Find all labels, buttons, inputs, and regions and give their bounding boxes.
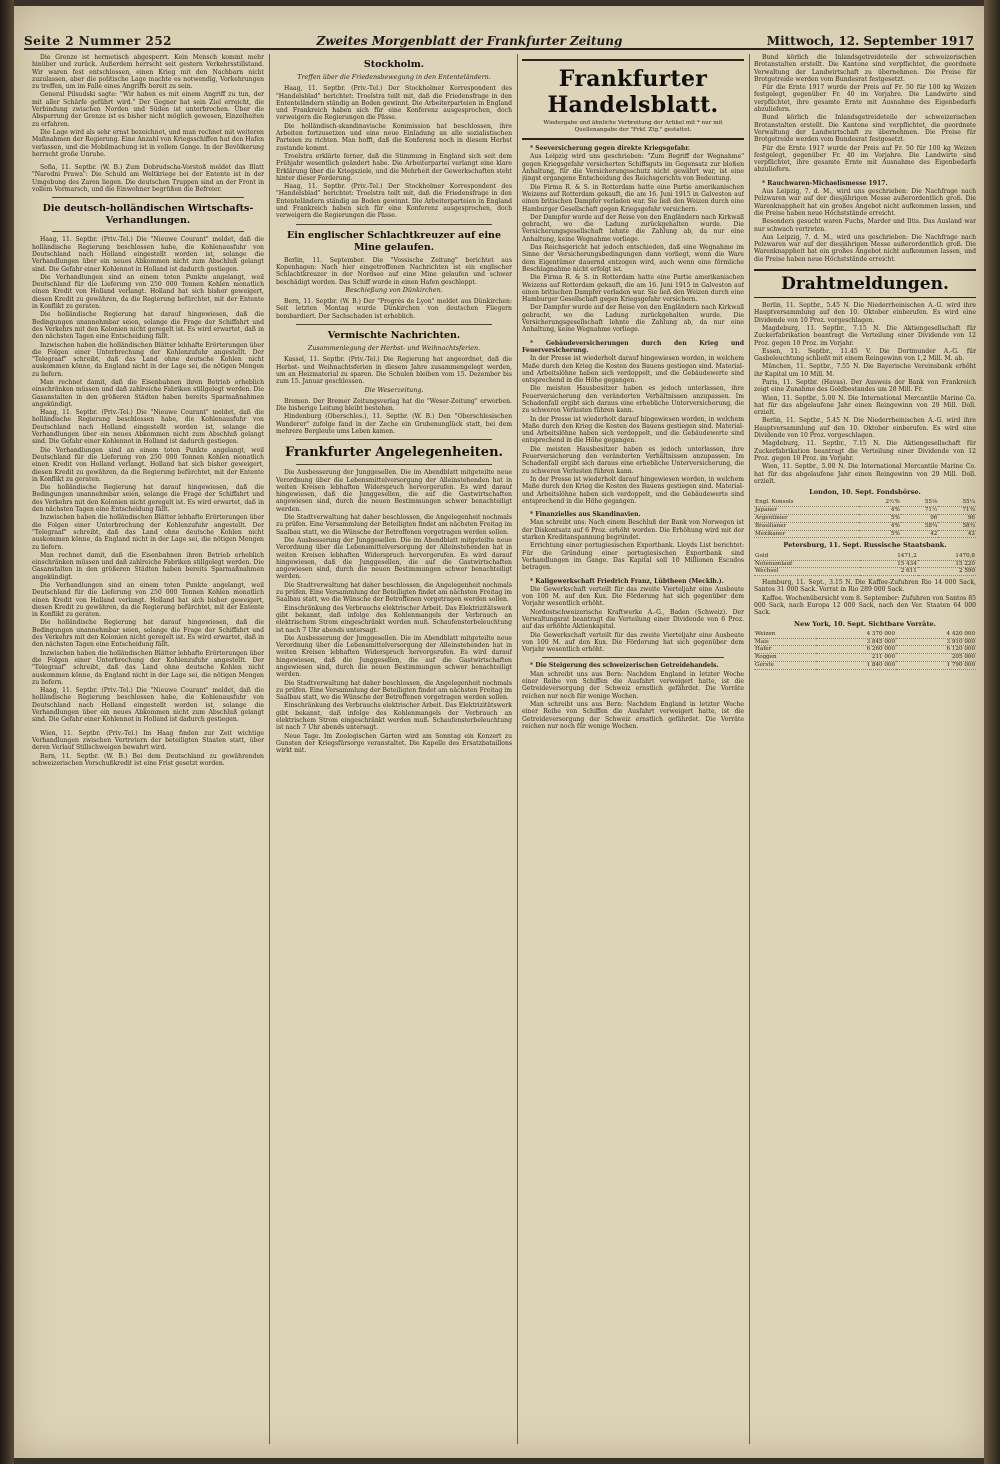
table-value-cell: 4% [859, 522, 901, 530]
table-value-cell: 5% [859, 530, 901, 538]
article-paragraph: Die Firma R. & S. in Rotterdam hatte eine Partie amerikanischen Weizens auf Rotterdam gekauft, die am 16. Juni 1915 in Galveston auf einen britischen Dampfer verladen war. Sie ließ den Weizen durch eine Hamburger Gesellschaft gegen Kriegsgefahr versichern. [522, 183, 744, 213]
column-4 [754, 54, 976, 1444]
article-paragraph: Für die Ernte 1917 wurde der Preis auf Fr. 50 für 100 kg Weizen festgelegt, gegenüber Fr. 40 im Vorjahre. Die Landwirte sind verpflichtet, ihre gesamte Ernte mit Ausnahme des Eigenbedarfs abzuliefern. [754, 144, 976, 174]
article-paragraph: Essen, 11. Septbr., 11.45 V. Die Dortmunder A.-G. für Gasbeleuchtung schließt mit einem Reingewinn von 1,2 Mill. M. ab. [754, 347, 976, 363]
article-paragraph: Haag, 11. Septbr. (Priv.-Tel.) Der Stockholmer Korrespondent des "Handelsblad" berichtet: Troelstra teilt mit, daß die Friedensfrage in den Ententeländern ständig an Boden gewinnt. Die Arbeiterparteien in England und Frankreich haben sich für eine Konferenz ausgesprochen, doch verweigern die Regierungen die Pässe. [276, 183, 512, 220]
article-paragraph: Das Reichsgericht hat jedoch entschieden, daß eine Wegnahme im Sinne der Versicherungsbedingungen dann vorliegt, wenn die Ware dem Eigentümer dauernd entzogen wird, auch wenn eine förmliche Beschlagnahme nicht erfolgt ist. [522, 244, 744, 273]
section-title: Drahtmeldungen. [754, 269, 976, 298]
table-value-cell: 3 845 000 [816, 638, 896, 646]
article-paragraph: Haag, 11. Septbr. (Priv.-Tel.) Die "Nieuwe Courant" meldet, daß die holländische Regierung beschlossen habe, die Kohlenausfuhr von Deutschland nach Holland eingestellt worden ist, solange die Verhandlungen über ein neues Abkommen nicht zum Abschluß gelangt sind. Die Gefahr einer Kohlennot in Holland ist dadurch gestiegen. [32, 236, 264, 273]
article-paragraph: Man schreibt uns aus Bern: Nachdem England in letzter Woche einer Reihe von Schiffen die Ausfahrt verweigert hatte, ist die Getreideversorgung der Schweiz ernstlich gefährdet. Die Vorräte reichen nur noch für wenige Wochen. [522, 670, 744, 700]
divider [522, 138, 744, 140]
table-label-cell: Gerste [754, 662, 816, 670]
table-value-cell: 42 [901, 530, 939, 538]
article-paragraph: Man rechnet damit, daß die Eisenbahnen ihren Betrieb erheblich einschränken müssen und daß zahlreiche Fabriken stillgelegt werden. Die Gasanstalten in den größeren Städten haben bereits Sparmaßnahmen angekündigt. [32, 378, 264, 408]
table-label-cell: Notenumlauf [754, 560, 860, 568]
article-paragraph: Man schreibt uns aus Bern: Nachdem England in letzter Woche einer Reihe von Schiffen die Ausfahrt verweigert hatte, ist die Getreideversorgung der Schweiz ernstlich gefährdet. Die Vorräte reichen nur noch für wenige Wochen. [522, 700, 744, 730]
table-value-cell: 1 840 000 [816, 662, 896, 670]
article-heading: Die deutsch-holländischen Wirtschafts-Verhandlungen. [42, 203, 254, 227]
article-paragraph: Die Ausbesserung der Junggesellen. Die im Abendblatt mitgeteilte neue Verordnung über die Lebensmittelversorgung der Alleinstehenden hat in weiten Kreisen lebhaften Widerspruch hervorgerufen. Es wird darauf hingewiesen, daß die Junggesellen, die auf die Gastwirtschaften angewiesen sind, durch die neuen Bestimmungen schwer benachteiligt werden. [276, 469, 512, 513]
table-row [754, 662, 976, 670]
article-paragraph: Die Verhandlungen sind an einem toten Punkte angelangt, weil Deutschland für die Lieferung von 250 000 Tonnen Kohlen monatlich einen Kredit von Holland verlangt. Holland hat sich bisher geweigert, diesen Kredit zu gewähren, da die Regierung befürchtet, mit der Entente in Konflikt zu geraten. [32, 273, 264, 311]
table-value-cell: 15 434 [860, 560, 918, 568]
article-paragraph: Bund körlich die Inlandsgetreideteile der schweizerischen Brotanstalten erstellt. Die Kantone sind verpflichtet, die geordnete Verwaltung der Landwirtschaft zu übernehmen. Die Preise für Brotgetreide werden vom Bundesrat festgesetzt. [754, 114, 976, 144]
table-label-cell: Argentinier [754, 515, 859, 523]
article-paragraph: Die holländische Regierung hat darauf hingewiesen, daß die Bedingungen unannehmbar seien, solange die Frage der Schiffahrt und des Verkehrs mit den Kolonien nicht geregelt ist. Es wird erwartet, daß in den nächsten Tagen eine Entscheidung fällt. [32, 619, 264, 649]
table-title: New York, 10. Sept. Sichtbare Vorräte. [794, 619, 936, 628]
table-value-cell: 71¾ [938, 507, 976, 515]
article-paragraph: Bern, 11. Septbr. (W. B.) Der "Progrès de Lyon" meldet aus Dünkirchen: Seit letzten Montag wurde Dünkirchen von deutschen Fliegern bombardiert. Der Sachschaden ist erheblich. [276, 298, 512, 320]
article-subheading: Die Weserzeitung. [364, 385, 424, 394]
table-value-cell: 211 000 [816, 654, 896, 662]
table-value-cell: 1 790 000 [896, 662, 976, 670]
table-label-cell: Brasilianer [754, 522, 859, 530]
article-heading: Ein englischer Schlachtkreuzer auf eine Mine gelaufen. [286, 229, 502, 253]
divider [296, 224, 492, 225]
stock-table [754, 499, 976, 538]
book-spine [0, 0, 14, 1464]
divider [296, 464, 492, 465]
table-value-cell: 205 000 [896, 654, 976, 662]
table-label-cell: Wechsel [754, 568, 860, 576]
article-heading: * Finanzielles aus Skandinavien. [530, 511, 641, 519]
issue-date: Mittwoch, 12. September 1917 [766, 34, 974, 48]
article-heading: * Gebäudeversicherungen durch den Krieg und Feuerversicherung. [522, 339, 744, 354]
article-paragraph: Bremen. Der Bremer Zeitungsverlag hat die "Weser-Zeitung" erworben. Die bisherige Leitung bleibt bestehen. [276, 397, 512, 413]
article-paragraph: Der Dampfer wurde auf der Reise von den Engländern nach Kirkwall gebracht, wo die Ladung zurückgehalten wurde. Die Versicherungsgesellschaft lehnte die Zahlung ab, da nur eine Anhaltung, keine Wegnahme vorliege. [522, 213, 744, 243]
table-value-cell: 2½% [859, 499, 901, 506]
article-paragraph: Die Lage wird als sehr ernst bezeichnet, und man rechnet mit weiteren Maßnahmen der Regierung. Eine Anzahl von Kriegsschiffen hat den Hafen verlassen, und die Mobilmachung ist in vollem Gange. In der Bevölkerung herrscht große Unruhe. [32, 128, 264, 158]
bank-table [754, 553, 976, 576]
article-paragraph: Für die Ernte 1917 wurde der Preis auf Fr. 50 für 100 kg Weizen festgelegt, gegenüber Fr. 40 im Vorjahre. Die Landwirte sind verpflichtet, ihre gesamte Ernte mit Ausnahme des Eigenbedarfs abzuliefern. [754, 84, 976, 114]
article-paragraph: Man schreibt uns: Nach einem Beschluß der Bank von Norwegen ist der Diskontsatz auf 6 Proz. erhöht worden. Die Erhöhung wird mit der starken Kreditanspannung begründet. [522, 519, 744, 542]
article-paragraph: Aus Leipzig, 7. d. M., wird uns geschrieben: Die Nachfrage nach Pelzwaren war auf der diesjährigen Messe außerordentlich groß. Die Warenknappheit hat ein großes Angebot nicht aufkommen lassen, und die Preise haben neue Höchststände erreicht. [754, 233, 976, 263]
article-paragraph: Der Dampfer wurde auf der Reise von den Engländern nach Kirkwall gebracht, wo die Ladung zurückgehalten wurde. Die Versicherungsgesellschaft lehnte die Zahlung ab, da nur eine Anhaltung, keine Wegnahme vorliege. [522, 304, 744, 334]
table-value-cell: 6 120 000 [896, 646, 976, 654]
column-3 [522, 54, 744, 1444]
article-paragraph: Haag, 11. Septbr. (Priv.-Tel.) Der Stockholmer Korrespondent des "Handelsblad" berichtet: Troelstra teilt mit, daß die Friedensfrage in den Ententeländern ständig an Boden gewinnt. Die Arbeiterparteien in England und Frankreich haben sich für eine Konferenz ausgesprochen, doch verweigern die Regierungen die Pässe. [276, 85, 512, 122]
table-value-cell: 71½ [901, 507, 939, 515]
article-subheading: Zusammenlegung der Herbst- und Weihnachtsferien. [307, 344, 481, 353]
article-paragraph: In der Presse ist wiederholt darauf hingewiesen worden, in welchem Maße durch den Krieg die Kosten des Bauens gestiegen sind. Material- und Arbeitslöhne haben sich verdoppelt, und die Gebäudewerte sind entsprechend in die Höhe gegangen. [522, 415, 744, 445]
article-paragraph: Wien, 11. Septbr., 5.00 N. Die International Mercantile Marine Co. hat für das abgelaufene Jahr einen Reingewinn von 29 Mill. Doll. erzielt. [754, 394, 976, 417]
stocks-visible-table [754, 631, 976, 670]
article-paragraph: Besonders gesucht waren Fuchs, Marder und Iltis. Das Ausland war nur schwach vertreten. [754, 218, 976, 233]
table-row [754, 560, 976, 568]
article-heading: Stockholm. [363, 59, 425, 70]
masthead [24, 26, 974, 50]
article-paragraph: Die Stadtverwaltung hat daher beschlossen, die Angelegenheit nochmals zu prüfen. Eine Versammlung der Beteiligten findet am nächsten Freitag im Saalbau statt, wo die Wünsche der Betroffenen vorgetragen werden sollen. [276, 679, 512, 702]
article-paragraph: General Pilsudski sagte: "Wir haben es mit einem Angriff zu tun, der mit aller Schärfe geführt wird." Der Gegner hat sein Ziel erreicht, die Verbindung zwischen Norden und Süden ist unterbrochen. Über die Absperrung der Grenze ist es bisher nicht möglich gewesen, Einzelheiten zu erfahren. [32, 91, 264, 128]
table-label-cell: Gold [754, 553, 860, 560]
article-paragraph: Haag, 11. Septbr. (Priv.-Tel.) Die "Nieuwe Courant" meldet, daß die holländische Regierung beschlossen habe, die Kohlenausfuhr von Deutschland nach Holland eingestellt worden ist, solange die Verhandlungen über ein neues Abkommen nicht zum Abschluß gelangt sind. Die Gefahr einer Kohlennot in Holland ist dadurch gestiegen. [32, 409, 264, 446]
article-subheading: Beschießung von Dünkirchen. [345, 285, 443, 294]
article-paragraph: Die Verhandlungen sind an einem toten Punkte angelangt, weil Deutschland für die Lieferung von 250 000 Tonnen Kohlen monatlich einen Kredit von Holland verlangt. Holland hat sich bisher geweigert, diesen Kredit zu gewähren, da die Regierung befürchtet, mit der Entente in Konflikt zu geraten. [32, 582, 264, 619]
table-title: London, 10. Sept. Fondsbörse. [809, 488, 921, 497]
divider [542, 657, 724, 658]
column-rule [749, 54, 750, 1444]
article-paragraph: In der Presse ist wiederholt darauf hingewiesen worden, in welchem Maße durch den Krieg die Kosten des Bauens gestiegen sind. Material- und Arbeitslöhne haben sich verdoppelt, und die Gebäudewerte sind entsprechend in die Höhe gegangen. [522, 475, 744, 505]
article-paragraph: Kaffee. Wochenübersicht vom 8. September: Zufuhren von Santos 85 000 Sack, nach Europa 12 000 Sack, nach den Ver. Staaten 64 000 Sack. [754, 594, 976, 617]
article-paragraph: Bern, 11. Septbr. (W. B.) Bei dem Deutschland zu gewährenden schweizerischen Vorschußkredit ist eine Frist gesetzt worden. [32, 752, 264, 767]
article-paragraph: Inzwischen haben die holländischen Blätter lebhafte Erörterungen über die Folgen einer Unterbrechung der Kohlenzufuhr angestellt. Der "Telegraaf" schreibt, daß das Land ohne deutsche Kohlen nicht auskommen könne, da England nicht in der Lage sei, die nötigen Mengen zu liefern. [32, 514, 264, 551]
article-paragraph: Bund körlich die Inlandsgetreideteile der schweizerischen Brotanstalten erstellt. Die Kantone sind verpflichtet, die geordnete Verwaltung der Landwirtschaft zu übernehmen. Die Preise für Brotgetreide werden vom Bundesrat festgesetzt. [754, 54, 976, 83]
article-paragraph: Wien, 11. Septbr. (Priv.-Tel.) Im Haag finden zur Zeit wichtige Verhandlungen zwischen Vertretern der beteiligten Staaten statt, über deren Verlauf Stillschweigen bewahrt wird. [32, 729, 264, 752]
table-value-cell: 96 [901, 515, 939, 523]
newspaper-title: Zweites Morgenblatt der Frankfurter Zeitung [316, 34, 623, 48]
table-value-cell: 15 220 [918, 560, 976, 568]
article-paragraph: Kassel, 11. Septbr. (Priv.-Tel.) Die Regierung hat angeordnet, daß die Herbst- und Weihnachtsferien in diesem Jahre zusammengelegt werden, um an Heizmaterial zu sparen. Die Schulen bleiben vom 15. Dezember bis zum 15. Januar geschlossen. [276, 356, 512, 386]
table-value-cell: 4 420 000 [896, 631, 976, 638]
article-paragraph: Die Stadtverwaltung hat daher beschlossen, die Angelegenheit nochmals zu prüfen. Eine Versammlung der Beteiligten findet am nächsten Freitag im Saalbau statt, wo die Wünsche der Betroffenen vorgetragen werden sollen. [276, 581, 512, 604]
table-row [754, 499, 976, 506]
article-paragraph: Die meisten Hausbesitzer haben es jedoch unterlassen, ihre Feuerversicherung den veränderten Verhältnissen anzupassen. Im Schadenfall ergibt sich daraus eine erhebliche Unterversicherung, die zu schweren Verlusten führen kann. [522, 445, 744, 475]
table-row [754, 638, 976, 646]
table-value-cell: 1471,2 [860, 553, 918, 560]
article-heading: * Kaligewerkschaft Friedrich Franz, Lübtheen (Mecklb.). [530, 577, 724, 585]
table-value-cell: 2 611 [860, 568, 918, 576]
table-value-cell: 1470,8 [918, 553, 976, 560]
article-paragraph: Hindenburg (Oberschles.), 11. Septbr. (W. B.) Den "Oberschlesischen Wanderer" zufolge fand in der Zeche ein Grubenunglück statt, bei dem mehrere Bergleute ums Leben kamen. [276, 413, 512, 435]
table-label-cell: Engl. Konsols [754, 499, 859, 506]
article-paragraph: Berlin, 11. Septbr., 5.45 N. Die Niederrheinischen A.-G. wird ihre Hauptversammlung auf den 10. Oktober einberufen. Es wird eine Dividende von 10 Proz. vorgeschlagen. [754, 302, 976, 324]
article-paragraph: Haag, 11. Septbr. (Priv.-Tel.) Die "Nieuwe Courant" meldet, daß die holländische Regierung beschlossen habe, die Kohlenausfuhr von Deutschland nach Holland eingestellt worden ist, solange die Verhandlungen über ein neues Abkommen nicht zum Abschluß gelangt sind. Die Gefahr einer Kohlennot in Holland ist dadurch gestiegen. [32, 687, 264, 724]
article-paragraph: Die Stadtverwaltung hat daher beschlossen, die Angelegenheit nochmals zu prüfen. Eine Versammlung der Beteiligten findet am nächsten Freitag im Saalbau statt, wo die Wünsche der Betroffenen vorgetragen werden sollen. [276, 514, 512, 536]
column-1 [32, 54, 264, 1444]
section-title: Frankfurter Handelsblatt. [547, 66, 719, 118]
newspaper-page [14, 6, 984, 1458]
table-value-cell: 58¾ [938, 522, 976, 530]
article-paragraph: Die Gewerkschaft verteilt für das zweite Vierteljahr eine Ausbeute von 100 M. auf den Kux. Die Förderung hat sich gegenüber dem Vorjahr wesentlich erhöht. [522, 585, 744, 608]
table-row [754, 522, 976, 530]
table-row [754, 507, 976, 515]
article-heading: * Seeversicherung gegen direkte Kriegsgefahr. [530, 145, 691, 153]
article-paragraph: Die holländisch-skandinavische Kommission hat beschlossen, ihre Arbeiten fortzusetzen und eine neue Einladung an alle sozialistischen Parteien zu richten. Man hofft, daß die Konferenz noch in diesem Herbst zustande kommt. [276, 122, 512, 152]
column-2 [276, 54, 512, 1444]
table-row [754, 654, 976, 662]
article-paragraph: Die Firma R. & S. in Rotterdam hatte eine Partie amerikanischen Weizens auf Rotterdam gekauft, die am 16. Juni 1915 in Galveston auf einen britischen Dampfer verladen war. Sie ließ den Weizen durch eine Hamburger Gesellschaft gegen Kriegsgefahr versichern. [522, 274, 744, 304]
article-paragraph: Die Ausbesserung der Junggesellen. Die im Abendblatt mitgeteilte neue Verordnung über die Lebensmittelversorgung der Alleinstehenden hat in weiten Kreisen lebhaften Widerspruch hervorgerufen. Es wird darauf hingewiesen, daß die Junggesellen, die auf die Gastwirtschaften angewiesen sind, durch die neuen Bestimmungen schwer benachteiligt werden. [276, 536, 512, 581]
article-heading: * Die Steigerung des schweizerischen Getreidehandels. [530, 662, 719, 670]
table-value-cell: 6 260 000 [816, 646, 896, 654]
article-paragraph: Man rechnet damit, daß die Eisenbahnen ihren Betrieb erheblich einschränken müssen und daß zahlreiche Fabriken stillgelegt werden. Die Gasanstalten in den größeren Städten haben bereits Sparmaßnahmen angekündigt. [32, 551, 264, 581]
article-paragraph: Magdeburg, 11. Septbr., 7.15 N. Die Aktiengesellschaft für Zuckerfabrikation beantragt die Verteilung einer Dividende von 12 Proz. gegen 10 Proz. im Vorjahr. [754, 440, 976, 462]
article-paragraph: Berlin, 11. Septbr., 5.45 N. Die Niederrheinischen A.-G. wird ihre Hauptversammlung auf den 10. Oktober einberufen. Es wird eine Dividende von 10 Proz. vorgeschlagen. [754, 417, 976, 440]
table-value-cell: 55¼ [938, 499, 976, 506]
page-edge [984, 0, 1000, 1464]
table-value-cell: 4 370 000 [816, 631, 896, 638]
table-label-cell: Japaner [754, 507, 859, 515]
article-paragraph: Troelstra erklärte ferner, daß die Stimmung in England sich seit dem Frühjahr wesentlich geändert habe. Die Arbeiterpartei verlangt eine klare Erklärung über die Kriegsziele, und die Mehrheit der Gewerkschaften steht hinter dieser Forderung. [276, 152, 512, 182]
article-paragraph: Einschränkung des Verbrauchs elektrischer Arbeit. Das Elektrizitätswerk gibt bekannt, daß infolge des Kohlenmangels der Verbrauch an elektrischem Strom eingeschränkt werden muß. Schaufensterbeleuchtung ist nach 7 Uhr abends untersagt. [276, 702, 512, 732]
article-paragraph: Die Grenze ist hermetisch abgesperrt. Kein Mensch kommt mehr hinüber und zurück. Außerdem herrscht seit gestern Verkehrsstillstand. Wir waren fest entschlossen, einen Krieg mit den Nachbarn nicht zuzulassen, aber die politische Lage machte es notwendig, Vorkehrungen zu treffen, um im Falle eines Angriffs bereit zu sein. [32, 54, 264, 91]
table-value-cell: 55⅛ [901, 499, 939, 506]
article-paragraph: Inzwischen haben die holländischen Blätter lebhafte Erörterungen über die Folgen einer Unterbrechung der Kohlenzufuhr angestellt. Der "Telegraaf" schreibt, daß das Land ohne deutsche Kohlen nicht auskommen könne, da England nicht in der Lage sei, die nötigen Mengen zu liefern. [32, 341, 264, 378]
article-paragraph: Aus Leipzig, 7. d. M., wird uns geschrieben: Die Nachfrage nach Pelzwaren war auf der diesjährigen Messe außerordentlich groß. Die Warenknappheit hat ein großes Angebot nicht aufkommen lassen, und die Preise haben neue Höchststände erreicht. [754, 188, 976, 217]
article-paragraph: Hamburg, 11. Sept., 3.15 N. Die Kaffee-Zufuhren Rio 14 000 Sack, Santos 31 000 Sack. Vorrat in Rio 289 000 Sack. [754, 579, 976, 594]
table-value-cell: 96 [938, 515, 976, 523]
table-value-cell: 4% [859, 507, 901, 515]
article-heading: * Rauchwaren-Michaelismesse 1917. [762, 179, 888, 187]
table-label-cell: Hafer [754, 646, 816, 654]
article-paragraph: Die Verhandlungen sind an einem toten Punkte angelangt, weil Deutschland für die Lieferung von 250 000 Tonnen Kohlen monatlich einen Kredit von Holland verlangt. Holland hat sich bisher geweigert, diesen Kredit zu gewähren, da die Regierung befürchtet, mit der Entente in Konflikt zu geraten. [32, 446, 264, 483]
article-paragraph: Die Gewerkschaft verteilt für das zweite Vierteljahr eine Ausbeute von 100 M. auf den Kux. Die Förderung hat sich gegenüber dem Vorjahr wesentlich erhöht. [522, 631, 744, 654]
table-value-cell: 58¾ [901, 522, 939, 530]
section-subtitle: Wiedergabe und ähnliche Verbreitung der Artikel mit * nur mit Quellenangabe der "Frkf. Ztg." gestattet. [543, 120, 723, 133]
article-paragraph: Berlin, 11. September. Die "Vossische Zeitung" berichtet aus Kopenhagen: Nach hier eingetroffenen Nachrichten ist ein englischer Schlachtkreuzer in der Nordsee auf eine Mine gelaufen und schwer beschädigt worden. Das Schiff wurde in einen Hafen geschleppt. [276, 256, 512, 286]
article-paragraph: Inzwischen haben die holländischen Blätter lebhafte Erörterungen über die Folgen einer Unterbrechung der Kohlenzufuhr angestellt. Der "Telegraaf" schreibt, daß das Land ohne deutsche Kohlen nicht auskommen könne, da England nicht in der Lage sei, die nötigen Mengen zu liefern. [32, 649, 264, 686]
article-paragraph: Errichtung einer portugiesischen Exportbank. Lloyds List berichtet: Für die Gründung einer portugiesischen Exportbank sind Verhandlungen im Gange. Das Kapital soll 10 Millionen Escudos betragen. [522, 542, 744, 572]
table-title: Petersburg, 11. Sept. Russische Staatsbank. [783, 541, 947, 550]
divider [522, 59, 744, 61]
table-row [754, 553, 976, 560]
table-row [754, 646, 976, 654]
article-paragraph: Aus Leipzig wird uns geschrieben: "Zum Begriff der Wegnahme" gegen Kriegsgefahr versicherten Schiffsguts im Gegensatz zur bloßen Anhaltung, für die Versicherungsschutz nicht gewährt war, ist eine jüngst ergangene Entscheidung des Reichsgerichts von Bedeutung. [522, 153, 744, 183]
divider [52, 231, 244, 232]
article-paragraph: Die Ausbesserung der Junggesellen. Die im Abendblatt mitgeteilte neue Verordnung über die Lebensmittelversorgung der Alleinstehenden hat in weiten Kreisen lebhaften Widerspruch hervorgerufen. Es wird darauf hingewiesen, daß die Junggesellen, die auf die Gastwirtschaften angewiesen sind, durch die neuen Bestimmungen schwer benachteiligt werden. [276, 634, 512, 679]
article-paragraph: Neue Tage. Im Zoologischen Garten wird am Sonntag ein Konzert zu Gunsten der Kriegsfürsorge veranstaltet. Die Kapelle des Ersatzbataillons wirkt mit. [276, 732, 512, 755]
article-paragraph: Die meisten Hausbesitzer haben es jedoch unterlassen, ihre Feuerversicherung den veränderten Verhältnissen anzupassen. Im Schadenfall ergibt sich daraus eine erhebliche Unterversicherung, die zu schweren Verlusten führen kann. [522, 385, 744, 415]
article-paragraph: Wien, 11. Septbr., 5.00 N. Die International Mercantile Marine Co. hat für das abgelaufene Jahr einen Reingewinn von 29 Mill. Doll. erzielt. [754, 463, 976, 485]
article-paragraph: Paris, 11. Septbr. (Havas). Der Ausweis der Bank von Frankreich zeigt eine Zunahme des Goldbestandes um 28 Mill. Fr. [754, 378, 976, 394]
article-paragraph: Einschränkung des Verbrauchs elektrischer Arbeit. Das Elektrizitätswerk gibt bekannt, daß infolge des Kohlenmangels der Verbrauch an elektrischem Strom eingeschränkt werden muß. Schaufensterbeleuchtung ist nach 7 Uhr abends untersagt. [276, 604, 512, 634]
divider [296, 324, 492, 325]
article-paragraph: Nordostschweizerische Kraftwerke A.-G., Baden (Schweiz). Der Verwaltungsrat beantragt die Verteilung einer Dividende von 6 Proz. auf das erhöhte Aktienkapital. [522, 608, 744, 631]
page-number: Seite 2 Nummer 252 [24, 34, 173, 48]
table-row [754, 515, 976, 523]
divider [296, 439, 492, 440]
article-subheading: Treffen über die Friedensbewegung in den Ententeländern. [297, 73, 491, 81]
article-heading: Vermischte Nachrichten. [327, 330, 461, 342]
article-paragraph: Die holländische Regierung hat darauf hingewiesen, daß die Bedingungen unannehmbar seien, solange die Frage der Schiffahrt und des Verkehrs mit den Kolonien nicht geregelt ist. Es wird erwartet, daß in den nächsten Tagen eine Entscheidung fällt. [32, 311, 264, 341]
article-paragraph: Die holländische Regierung hat darauf hingewiesen, daß die Bedingungen unannehmbar seien, solange die Frage der Schiffahrt und des Verkehrs mit den Kolonien nicht geregelt ist. Es wird erwartet, daß in den nächsten Tagen eine Entscheidung fällt. [32, 484, 264, 514]
divider [52, 197, 244, 198]
table-row [754, 568, 976, 576]
table-row [754, 530, 976, 538]
table-value-cell: 42 [938, 530, 976, 538]
table-label-cell: Roggen [754, 654, 816, 662]
table-label-cell: Weizen [754, 631, 816, 638]
column-rule [517, 54, 518, 1444]
article-heading: Frankfurter Angelegenheiten. [284, 445, 504, 461]
table-value-cell: 5% [859, 515, 901, 523]
article-paragraph: München, 11. Septbr., 7.55 N. Die Bayerische Vereinsbank erhöht ihr Kapital um 10 Mill. M. [754, 363, 976, 378]
table-row [754, 631, 976, 638]
table-label-cell: Mais [754, 638, 816, 646]
article-paragraph: Magdeburg, 11. Septbr., 7.15 N. Die Aktiengesellschaft für Zuckerfabrikation beantragt die Verteilung einer Dividende von 12 Proz. gegen 10 Proz. im Vorjahr. [754, 324, 976, 347]
table-value-cell: 2 590 [918, 568, 976, 576]
table-value-cell: 3 910 000 [896, 638, 976, 646]
column-rule [269, 54, 270, 1444]
table-label-cell: Mexikaner [754, 530, 859, 538]
article-paragraph: Sofia, 11. Septbr. (W. B.) Zum Dobrudscha-Vorstoß meldet das Blatt "Narodni Prawa": Die Schuld am Weltkriege bei der Entente ist in der Umgebung des Zaren liegen. Die deutschen Truppen sind an der Front in vollem Vormarsch, und die Einwohner begrüßen die Befreier. [32, 164, 264, 194]
article-paragraph: In der Presse ist wiederholt darauf hingewiesen worden, in welchem Maße durch den Krieg die Kosten des Bauens gestiegen sind. Material- und Arbeitslöhne haben sich verdoppelt, und die Gebäudewerte sind entsprechend in die Höhe gegangen. [522, 355, 744, 385]
